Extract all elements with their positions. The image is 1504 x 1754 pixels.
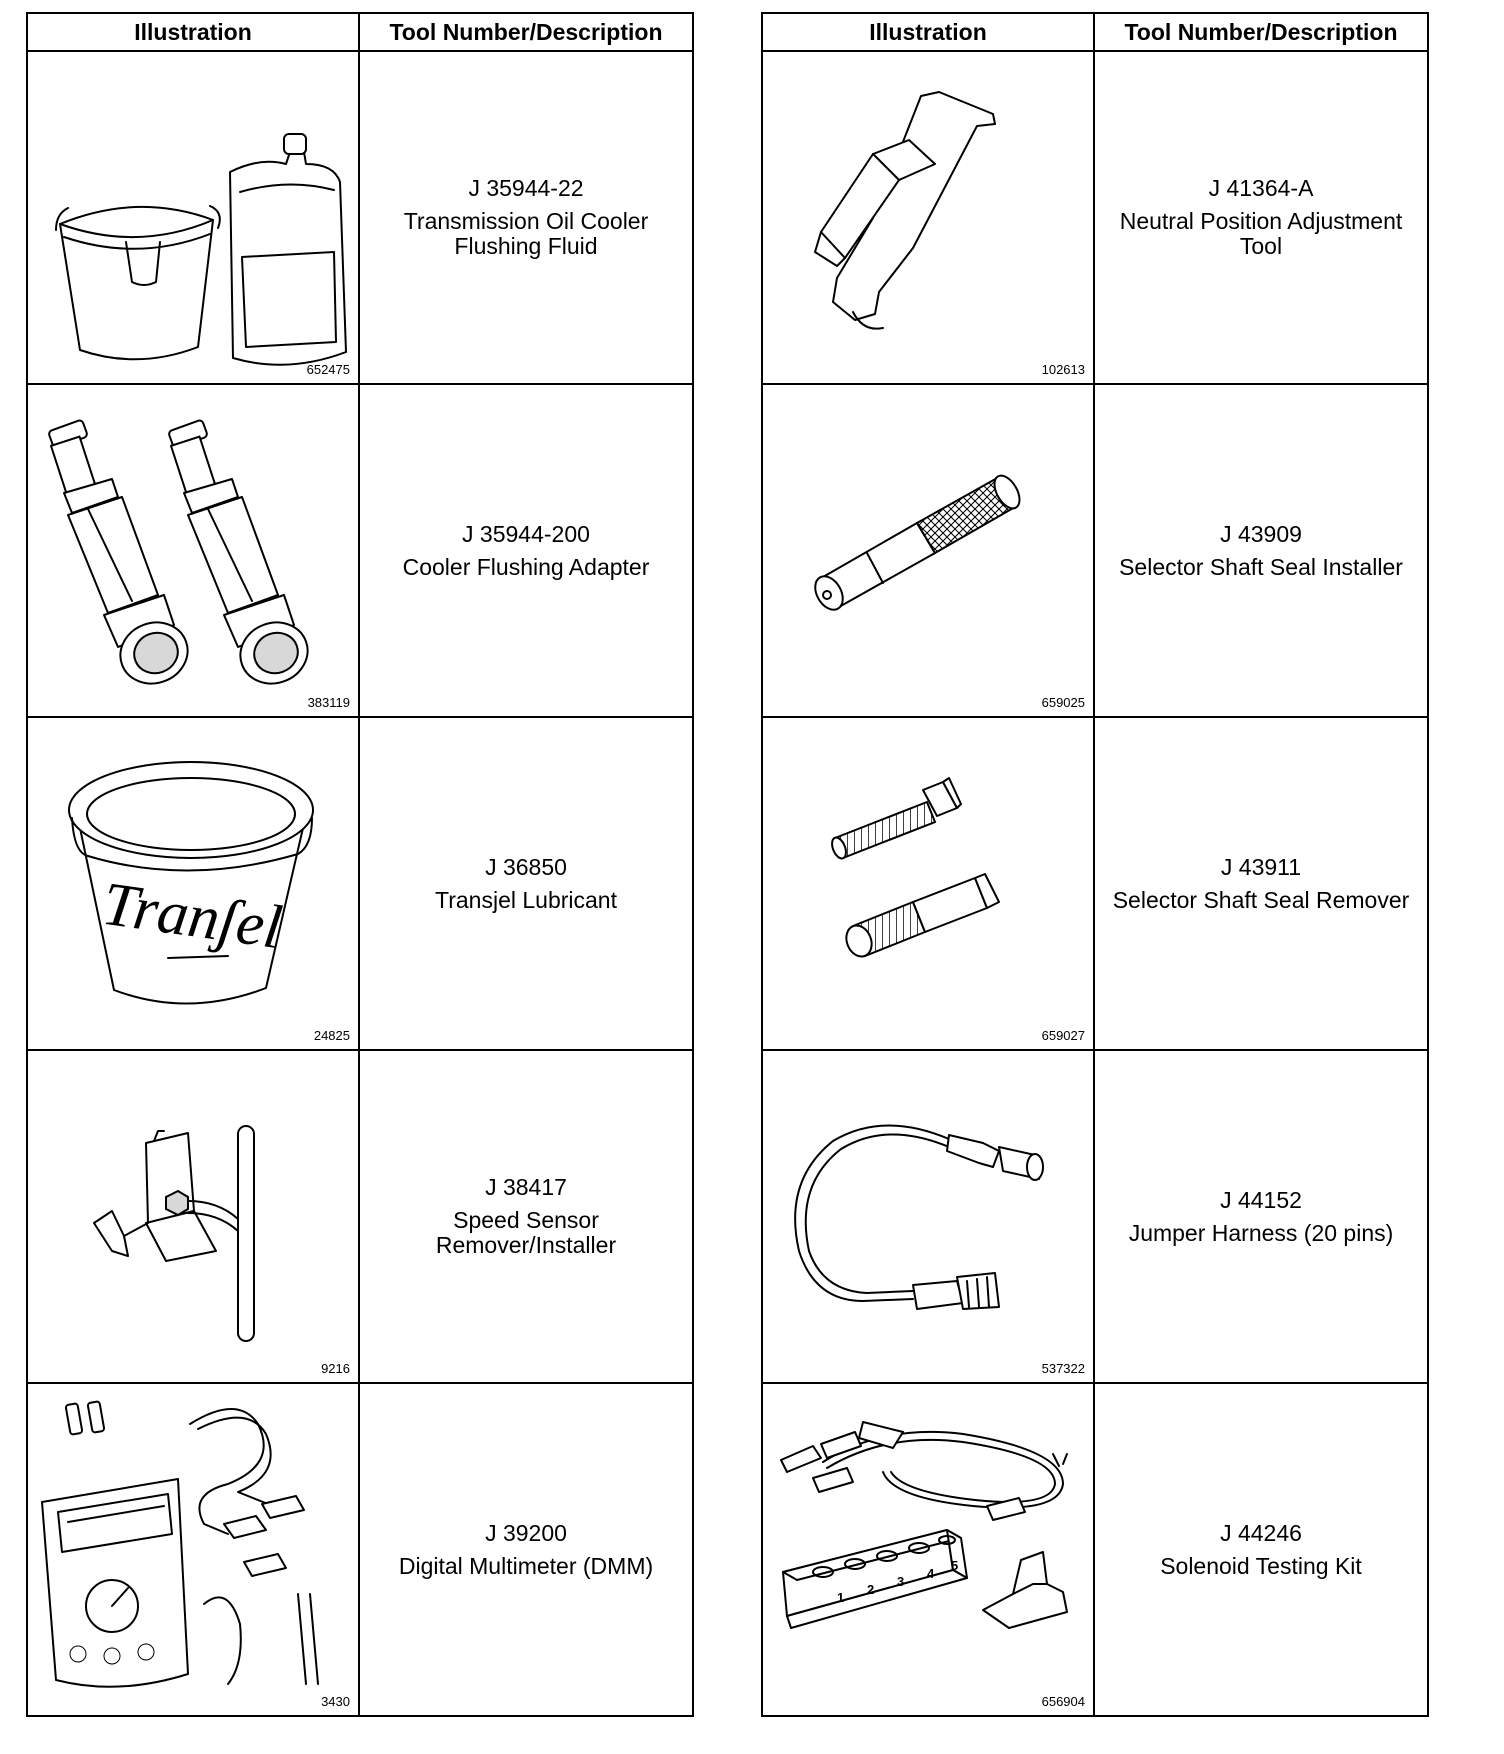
- tool-number: J 43911: [1220, 853, 1302, 880]
- table-row: [27, 717, 693, 1050]
- figure-number: 656904: [1041, 1694, 1085, 1709]
- table-row: [762, 384, 1428, 717]
- illustration-cell: [27, 384, 359, 717]
- neutral-position-tool-icon: [763, 52, 1093, 383]
- illustration-cell: [27, 51, 359, 384]
- speed-sensor-tool-icon: [28, 1051, 358, 1382]
- tool-description-cell: [359, 384, 693, 717]
- multimeter-icon: [28, 1384, 358, 1715]
- tool-number: J 43909: [1220, 520, 1302, 547]
- figure-number: 537322: [1041, 1361, 1085, 1376]
- table-header-row: [27, 13, 693, 51]
- tub-label: Tranʃel: [98, 869, 286, 963]
- tool-description-cell: [359, 717, 693, 1050]
- tool-description-cell: [1094, 384, 1428, 717]
- tool-name: Selector Shaft Seal Installer: [1119, 553, 1403, 580]
- tool-name: Transmission Oil Cooler Flushing Fluid: [403, 208, 649, 259]
- illustration-cell: [762, 717, 1094, 1050]
- tool-description-cell: [1094, 1383, 1428, 1716]
- tool-number: J 36850: [485, 853, 567, 880]
- seal-remover-icon: [763, 718, 1093, 1049]
- tool-name: Neutral Position Adjustment Tool: [1119, 208, 1403, 259]
- illustration-cell: [27, 1050, 359, 1383]
- illustration-cell: [762, 1050, 1094, 1383]
- tool-description-header: Tool Number/Description: [359, 13, 693, 51]
- tool-description-cell: [1094, 717, 1428, 1050]
- tool-name: Cooler Flushing Adapter: [402, 553, 650, 580]
- tool-description-cell: [1094, 51, 1428, 384]
- table-row: [762, 1383, 1428, 1716]
- figure-number: 3430: [321, 1694, 350, 1709]
- illustration-cell: [762, 51, 1094, 384]
- tool-name: Speed Sensor Remover/Installer: [435, 1207, 617, 1258]
- figure-number: 9216: [321, 1361, 350, 1376]
- table-row: [762, 51, 1428, 384]
- flushing-fluid-icon: [28, 52, 358, 383]
- tool-number: J 39200: [485, 1519, 567, 1546]
- kit-pin-number: 3: [897, 1574, 905, 1589]
- table-row: [762, 717, 1428, 1050]
- tool-name: Digital Multimeter (DMM): [398, 1552, 654, 1579]
- table-row: [27, 384, 693, 717]
- lubricant-tub-icon: [28, 718, 358, 1049]
- kit-pin-number: 2: [867, 1582, 875, 1597]
- tool-name: Jumper Harness (20 pins): [1128, 1219, 1394, 1246]
- figure-number: 652475: [306, 362, 350, 377]
- tool-number: J 44246: [1220, 1519, 1302, 1546]
- table-row: [27, 51, 693, 384]
- kit-pin-number: 1: [837, 1590, 845, 1605]
- table-row: [762, 1050, 1428, 1383]
- tool-number: J 44152: [1220, 1186, 1302, 1213]
- figure-number: 102613: [1041, 362, 1085, 377]
- tool-number: J 35944-200: [462, 520, 590, 547]
- kit-pin-number: 4: [927, 1566, 935, 1581]
- tool-table-left: [26, 12, 694, 1717]
- illustration-cell: [762, 384, 1094, 717]
- tool-name: Transjel Lubricant: [435, 886, 617, 913]
- illustration-cell: [762, 1383, 1094, 1716]
- tool-name: Selector Shaft Seal Remover: [1112, 886, 1410, 913]
- illustration-cell: [27, 1383, 359, 1716]
- figure-number: 659027: [1041, 1028, 1085, 1043]
- tool-description-cell: [1094, 1050, 1428, 1383]
- kit-pin-number: 5: [951, 1558, 959, 1573]
- figure-number: 659025: [1041, 695, 1085, 710]
- illustration-header: Illustration: [762, 13, 1094, 51]
- figure-number: 383119: [307, 695, 350, 710]
- tool-description-cell: [359, 1050, 693, 1383]
- figure-number: 24825: [313, 1028, 350, 1043]
- seal-installer-icon: [763, 385, 1093, 716]
- tool-number: J 35944-22: [468, 175, 584, 201]
- table-header-row: [762, 13, 1428, 51]
- tool-number: J 38417: [485, 1174, 567, 1200]
- illustration-header: Illustration: [27, 13, 359, 51]
- tool-table-right: [761, 12, 1429, 1717]
- jumper-harness-icon: [763, 1051, 1093, 1382]
- tool-name: Solenoid Testing Kit: [1160, 1552, 1362, 1579]
- flushing-adapter-icon: [28, 385, 358, 716]
- tool-description-header: Tool Number/Description: [1094, 13, 1428, 51]
- tool-description-cell: [359, 1383, 693, 1716]
- tool-description-cell: [359, 51, 693, 384]
- solenoid-testing-kit-icon: [763, 1384, 1093, 1715]
- table-row: [27, 1050, 693, 1383]
- tool-number: J 41364-A: [1208, 175, 1314, 201]
- table-row: [27, 1383, 693, 1716]
- illustration-cell: [27, 717, 359, 1050]
